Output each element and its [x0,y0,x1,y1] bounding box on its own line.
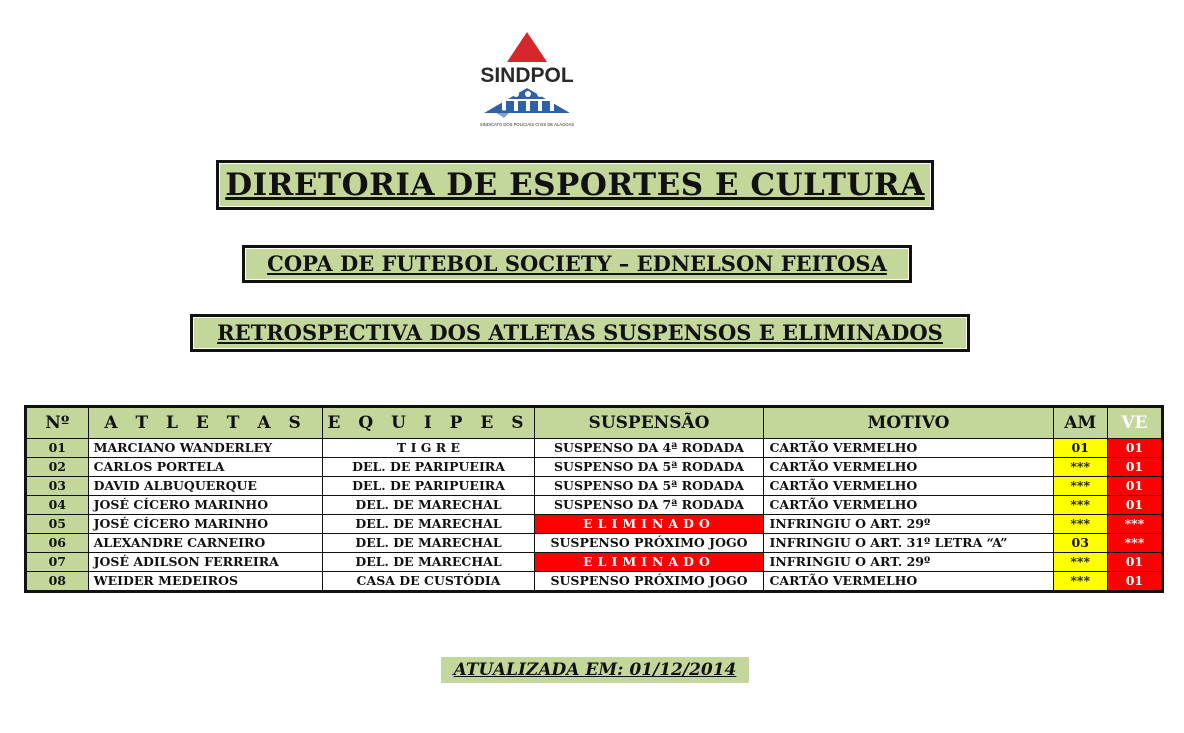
header-teams: E Q U I P E S [323,407,534,439]
table-row [26,458,1163,477]
row-ve: 01 [1107,477,1162,496]
row-ve: 01 [1107,439,1162,458]
row-reason: CARTÃO VERMELHO [764,477,1053,496]
row-number: 02 [26,458,89,477]
row-athlete: CARLOS PORTELA [88,458,323,477]
cup-title: COPA DE FUTEBOL SOCIETY – EDNELSON FEITOSA [242,245,912,283]
table-row [26,477,1163,496]
row-am: *** [1053,477,1107,496]
row-athlete: JOSÉ CÍCERO MARINHO [88,496,323,515]
table-row [26,572,1163,592]
row-athlete: JOSÉ ADILSON FERREIRA [88,553,323,572]
row-number: 06 [26,534,89,553]
row-ve: 01 [1107,458,1162,477]
row-suspension: SUSPENSO DA 5ª RODADA [534,477,764,496]
row-reason: INFRINGIU O ART. 31º LETRA “A” [764,534,1053,553]
row-suspension: SUSPENSO DA 7ª RODADA [534,496,764,515]
row-reason: CARTÃO VERMELHO [764,439,1053,458]
logo-tagline: SINDICATO DOS POLICIAIS CIVIS DE ALAGOAS [479,122,575,127]
header-am: AM [1053,407,1107,439]
row-number: 08 [26,572,89,592]
row-ve: 01 [1107,553,1162,572]
table-row [26,534,1163,553]
row-suspension: SUSPENSO PRÓXIMO JOGO [534,572,764,592]
row-ve: *** [1107,515,1162,534]
row-athlete: ALEXANDRE CARNEIRO [88,534,323,553]
row-suspension: SUSPENSO PRÓXIMO JOGO [534,534,764,553]
row-ve: 01 [1107,496,1162,515]
table-row [26,553,1163,572]
row-suspension: SUSPENSO DA 4ª RODADA [534,439,764,458]
row-reason: CARTÃO VERMELHO [764,458,1053,477]
row-number: 03 [26,477,89,496]
row-am: 03 [1053,534,1107,553]
row-number: 05 [26,515,89,534]
table-row [26,515,1163,534]
row-athlete: MARCIANO WANDERLEY [88,439,323,458]
table-header-row [26,407,1163,439]
row-athlete: JOSÉ CÍCERO MARINHO [88,515,323,534]
row-reason: INFRINGIU O ART. 29º [764,515,1053,534]
table-row [26,496,1163,515]
row-reason: CARTÃO VERMELHO [764,496,1053,515]
table-row [26,439,1163,458]
row-am: *** [1053,458,1107,477]
main-title: DIRETORIA DE ESPORTES E CULTURA [216,160,934,210]
row-suspension: SUSPENSO DA 5ª RODADA [534,458,764,477]
row-am: *** [1053,553,1107,572]
header-reason: MOTIVO [764,407,1053,439]
row-am: *** [1053,496,1107,515]
row-team: CASA DE CUSTÓDIA [323,572,534,592]
row-team: DEL. DE MARECHAL [323,534,534,553]
updated-date: ATUALIZADA EM: 01/12/2014 [441,657,749,683]
row-athlete: DAVID ALBUQUERQUE [88,477,323,496]
row-reason: INFRINGIU O ART. 29º [764,553,1053,572]
row-am: *** [1053,572,1107,592]
row-number: 04 [26,496,89,515]
row-team: DEL. DE MARECHAL [323,515,534,534]
row-number: 01 [26,439,89,458]
row-athlete: WEIDER MEDEIROS [88,572,323,592]
header-suspension: SUSPENSÃO [534,407,764,439]
row-ve: 01 [1107,572,1162,592]
row-team: T I G R E [323,439,534,458]
row-suspension: ELIMINADO [534,515,764,534]
header-athletes: A T L E T A S [88,407,323,439]
header-number: Nº [26,407,89,439]
athletes-table [24,405,1164,593]
row-ve: *** [1107,534,1162,553]
row-reason: CARTÃO VERMELHO [764,572,1053,592]
row-team: DEL. DE PARIPUEIRA [323,458,534,477]
sindpol-logo [452,30,602,130]
row-team: DEL. DE MARECHAL [323,553,534,572]
logo-wordmark: SINDPOL [480,64,574,87]
header-ve: VE [1107,407,1162,439]
row-number: 07 [26,553,89,572]
section-title: RETROSPECTIVA DOS ATLETAS SUSPENSOS E ELIMINADOS [190,314,970,352]
row-am: 01 [1053,439,1107,458]
row-team: DEL. DE PARIPUEIRA [323,477,534,496]
row-suspension: ELIMINADO [534,553,764,572]
row-team: DEL. DE MARECHAL [323,496,534,515]
row-am: *** [1053,515,1107,534]
